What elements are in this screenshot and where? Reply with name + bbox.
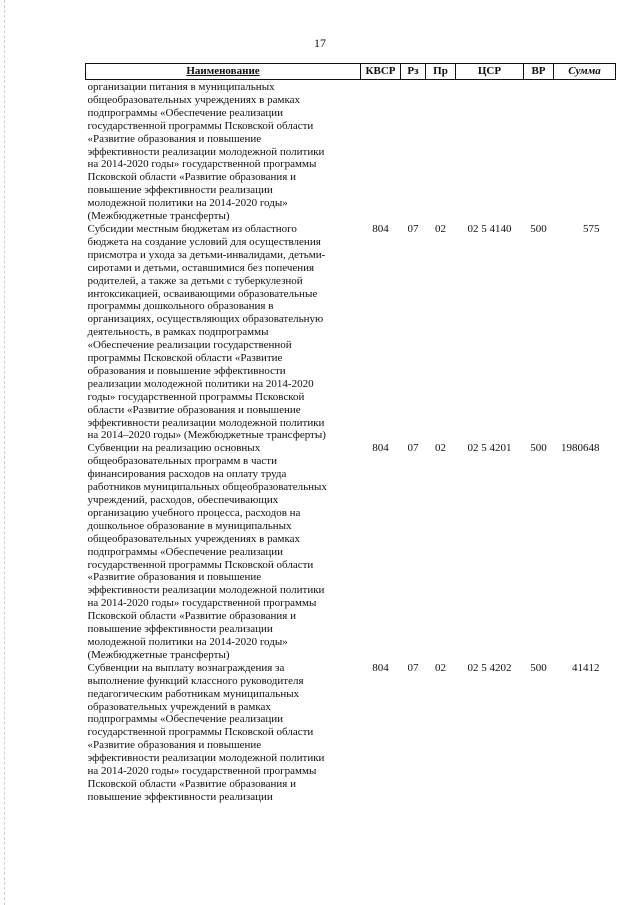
header-vr: ВР (524, 64, 554, 80)
header-name: Наименование (86, 64, 361, 80)
row-csr: 02 5 4140 (467, 222, 512, 235)
row-rz: 07 (407, 442, 419, 455)
budget-table (85, 63, 616, 804)
page-edge-line (4, 0, 5, 905)
row-sum: 1980648 (561, 442, 600, 455)
row-kvsr: 804 (372, 222, 389, 235)
row-csr (456, 80, 524, 223)
table-header-row (86, 64, 616, 80)
row-rz: 07 (407, 661, 419, 674)
row-kvsr: 804 (372, 661, 389, 674)
row-vr: 500 (530, 222, 547, 235)
row-pr: 02 (435, 222, 446, 235)
row-vr: 500 (530, 661, 547, 674)
row-vr: 500 (530, 442, 547, 455)
row-vr (524, 80, 554, 223)
header-rz: Рз (401, 64, 426, 80)
row-kvsr: 804 (372, 442, 389, 455)
row-name: Субвенции на выплату вознаграждения за выполнение функций классного руководителя педагогическим работникам муниципальных образовательных учреждений в рамках подпрограммы «Обеспечение реализации государственной программы Псковской области «Развитие образования и повышение эффективности реализации молодежной политики на 2014-2020 годы» государственной программы Псковской области «Развитие образования и повышение эффективности реализации (87, 661, 325, 803)
row-pr: 02 (435, 661, 446, 674)
row-kvsr (361, 80, 401, 223)
header-pr: Пр (426, 64, 456, 80)
row-name: Субвенции на реализацию основных общеобразовательных программ в части финансирования расходов на оплату труда работников муниципальных общеобразовательных учреждений, расходов, обеспечивающих организацию учебного процесса, расходов на дошкольное образование в муниципальных общеобразовательных учреждениях в рамках подпрограммы «Обеспечение реализации государственной программы Псковской области «Развитие образования и повышение эффективности реализации молодежной политики на 2014-2020 годы» государственной программы Псковской области «Развитие образования и повышение эффективности реализации молодежной политики на 2014-2020 годы» (Межбюджетные трансферты) (87, 442, 327, 661)
row-sum (554, 80, 616, 223)
row-pr: 02 (435, 442, 446, 455)
row-sum: 575 (583, 222, 600, 235)
header-sum: Сумма (554, 64, 616, 80)
table-row (86, 442, 616, 661)
row-pr (426, 80, 456, 223)
row-sum: 41412 (572, 661, 600, 674)
row-name: Субсидии местным бюджетам из областного бюджета на создание условий для осуществления присмотра и ухода за детьми-инвалидами, детьми- сиротами и детьми, оставшимися без попечения родителей, а также за детьми с туберкулезной интоксикацией, осваивающими образовательные программы дошкольного образования в организациях, осуществляющих образовательную деятельность, в рамках подпрограммы «Обеспечение реализации государственной программы Псковской области «Развитие образования и повышение эффективности реализации молодежной политики на 2014-2020 годы» государственной программы Псковской области «Развитие образования и повышение эффективности реализации молодежной политики на 2014–2020 годы» (Межбюджетные трансферты) (87, 222, 326, 442)
header-kvsr: КВСР (361, 64, 401, 80)
row-csr: 02 5 4202 (467, 661, 512, 674)
page-number: 17 (314, 36, 326, 50)
row-rz (401, 80, 426, 223)
table-row (86, 662, 616, 804)
row-name: организации питания в муниципальных общеобразовательных учреждениях в рамках подпрограммы «Обеспечение реализации государственной программы Псковской области «Развитие образования и повышение эффективности реализации молодежной политики на 2014-2020 годы» государственной программы Псковской области «Развитие образования и повышение эффективности реализации молодежной политики на 2014-2020 годы» (Межбюджетные трансферты) (87, 81, 325, 223)
table-row (86, 223, 616, 442)
row-rz: 07 (407, 222, 419, 235)
table-row (86, 80, 616, 223)
header-csr: ЦСР (456, 64, 524, 80)
row-csr: 02 5 4201 (467, 442, 512, 455)
